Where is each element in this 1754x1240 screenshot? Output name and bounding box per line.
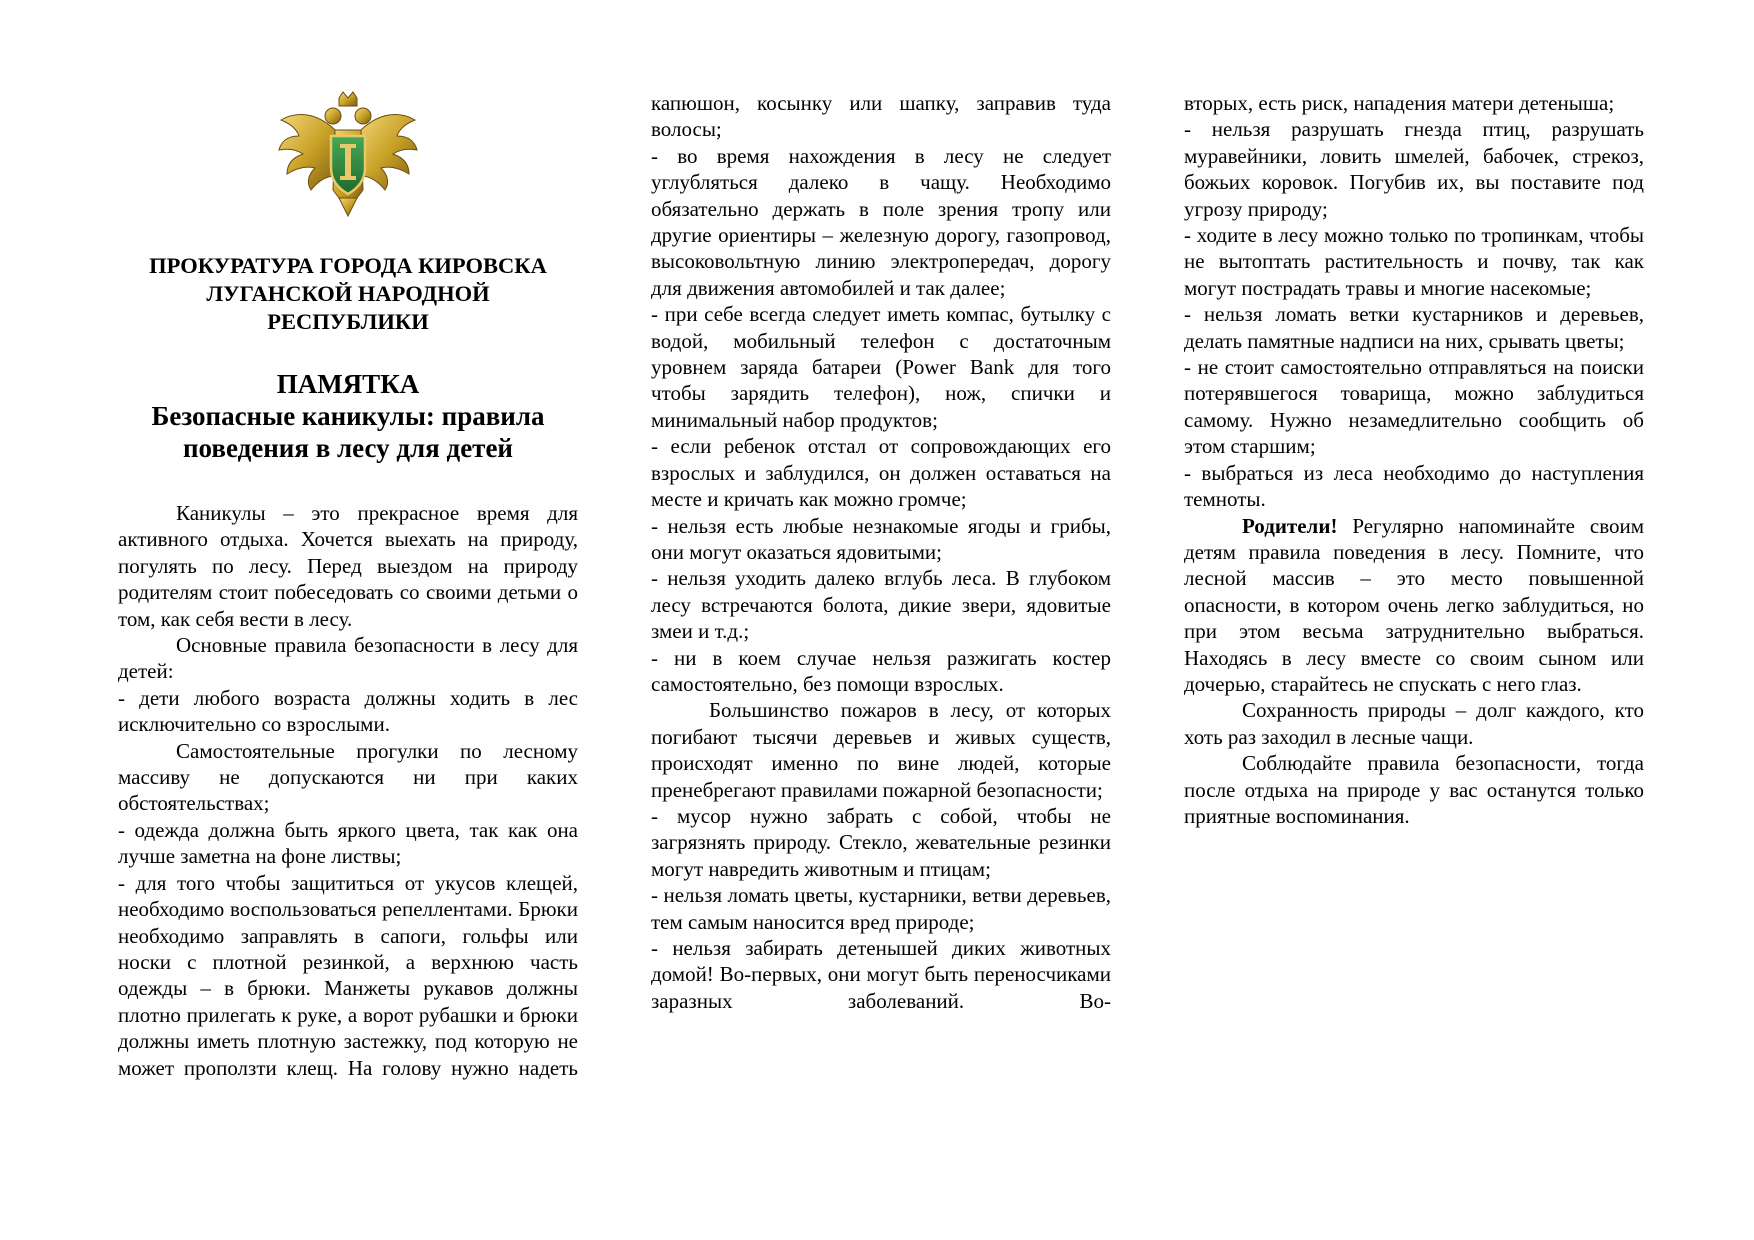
closing-paragraph: Сохранность природы – долг каждого, кто хоть раз заходил в лесные чащи. — [1184, 698, 1644, 749]
rule-item: - при себе всегда следует иметь компас, бутылку с водой, мобильный телефон с достаточным уровнем заряда батареи (Power Bank для того чтобы зарядить телефон), нож, спички и минимальный набор продуктов; — [651, 302, 1111, 432]
column-right — [1184, 90, 1644, 829]
rule-item: - одежда должна быть яркого цвета, так как она лучше заметна на фоне листвы; — [118, 817, 578, 869]
org-line-1: ПРОКУРАТУРА ГОРОДА КИРОВСКА — [149, 253, 547, 278]
org-line-3: РЕСПУБЛИКИ — [267, 309, 429, 334]
memo-subtitle-line-2: поведения в лесу для детей — [183, 433, 513, 463]
rule-item: - во время нахождения в лесу не следует углубляться далеко в чащу. Необходимо обязательно держать в поле зрения тропу или другие ориентиры – железную дорогу, газопровод, высоковольтную линию электропередач, дорогу для движения автомобилей и так далее; — [651, 143, 1111, 300]
rule-item: - выбраться из леса необходимо до наступления темноты. — [1184, 460, 1644, 512]
rule-item: - нельзя ломать ветки кустарников и деревьев, делать памятные надписи на них, срывать цветы; — [1184, 302, 1644, 353]
parents-text: Регулярно напоминайте своим детям правила поведения в лесу. Помните, что лесной массив – это место повышенной опасности, в котором очень легко заблудиться, но при этом весьма затруднительно выбраться. Находясь в лесу вместе со своим сыном или дочерью, старайтесь не спускать с него глаз. — [1184, 513, 1644, 696]
org-line-2: ЛУГАНСКОЙ НАРОДНОЙ — [206, 281, 490, 306]
rule-item: - ни в коем случае нельзя разжигать костер самостоятельно, без помощи взрослых. — [651, 645, 1111, 696]
paragraph: Большинство пожаров в лесу, от которых погибают тысячи деревьев и живых существ, происходят именно по вине людей, которые пренебрегают правилами пожарной безопасности; — [651, 698, 1111, 802]
memo-subtitle — [118, 400, 578, 464]
organization-name — [118, 252, 578, 336]
rule-item: вторых, есть риск, нападения матери детеныша; — [1184, 91, 1615, 115]
parents-paragraph — [1184, 513, 1644, 698]
column-left-body — [118, 500, 578, 1081]
rule-item: - нельзя забирать детенышей диких животных домой! Во-первых, они могут быть переносчиками заразных заболеваний. Во- — [651, 936, 1111, 1013]
closing-paragraph: Соблюдайте правила безопасности, тогда после отдыха на природе у вас останутся только приятные воспоминания. — [1184, 751, 1644, 828]
rule-item: - для того чтобы защититься от укусов клещей, необходимо воспользоваться репеллентами. Брюки необходимо заправлять в сапоги, гольфы или носки с плотной резинкой, а верхнюю часть одежды – в брюки. Манжеты рукавов должны плотно прилегать к руке, а ворот рубашки и брюки должны иметь плотную застежку, под которую не может проползти клещ. На голову нужно надеть — [118, 870, 578, 1080]
column-left — [118, 88, 578, 1081]
rule-item: - мусор нужно забрать с собой, чтобы не загрязнять природу. Стекло, жевательные резинки могут навредить животным и птицам; — [651, 803, 1111, 881]
rule-item: капюшон, косынку или шапку, заправив туда волосы; — [651, 91, 1111, 142]
parents-lead: Родители! — [1242, 513, 1338, 538]
prosecutor-emblem-icon — [277, 90, 419, 218]
rule-item: - нельзя уходить далеко вглубь леса. В глубоком лесу встречаются болота, дикие звери, ядовитые змеи и т.д.; — [651, 566, 1111, 644]
paragraph: Каникулы – это прекрасное время для активного отдыха. Хочется выехать на природу, погулять по лесу. Перед выездом на природу родителям стоит побеседовать со своими детьми о том, как себя вести в лесу. — [118, 501, 578, 631]
memo-title: ПАМЯТКА — [276, 369, 420, 399]
rule-item: - нельзя ломать цветы, кустарники, ветви деревьев, тем самым наносится вред природе; — [651, 883, 1111, 934]
rule-item: - не стоит самостоятельно отправляться на поиски потерявшегося товарища, можно заблудиться самому. Нужно незамедлительно сообщить об этом старшим; — [1184, 355, 1644, 459]
column-middle — [651, 90, 1111, 1014]
rule-item: - ходите в лесу можно только по тропинкам, чтобы не вытоптать растительность и почву, так как могут пострадать травы и многие насекомые; — [1184, 223, 1644, 300]
paragraph: Основные правила безопасности в лесу для детей: — [118, 633, 578, 684]
rule-item: - дети любого возраста должны ходить в лес исключительно со взрослыми. — [118, 685, 578, 737]
rule-item: - если ребенок отстал от сопровождающих его взрослых и заблудился, он должен оставаться на месте и кричать как можно громче; — [651, 434, 1111, 512]
memo-subtitle-line-1: Безопасные каникулы: правила — [151, 401, 545, 431]
paragraph: Самостоятельные прогулки по лесному массиву не допускаются ни при каких обстоятельствах; — [118, 738, 578, 816]
rule-item: - нельзя разрушать гнезда птиц, разрушать муравейники, ловить шмелей, бабочек, стрекоз, божьих коровок. Погубив их, вы поставите под угрозу природу; — [1184, 117, 1644, 221]
rule-item: - нельзя есть любые незнакомые ягоды и грибы, они могут оказаться ядовитыми; — [651, 513, 1111, 564]
